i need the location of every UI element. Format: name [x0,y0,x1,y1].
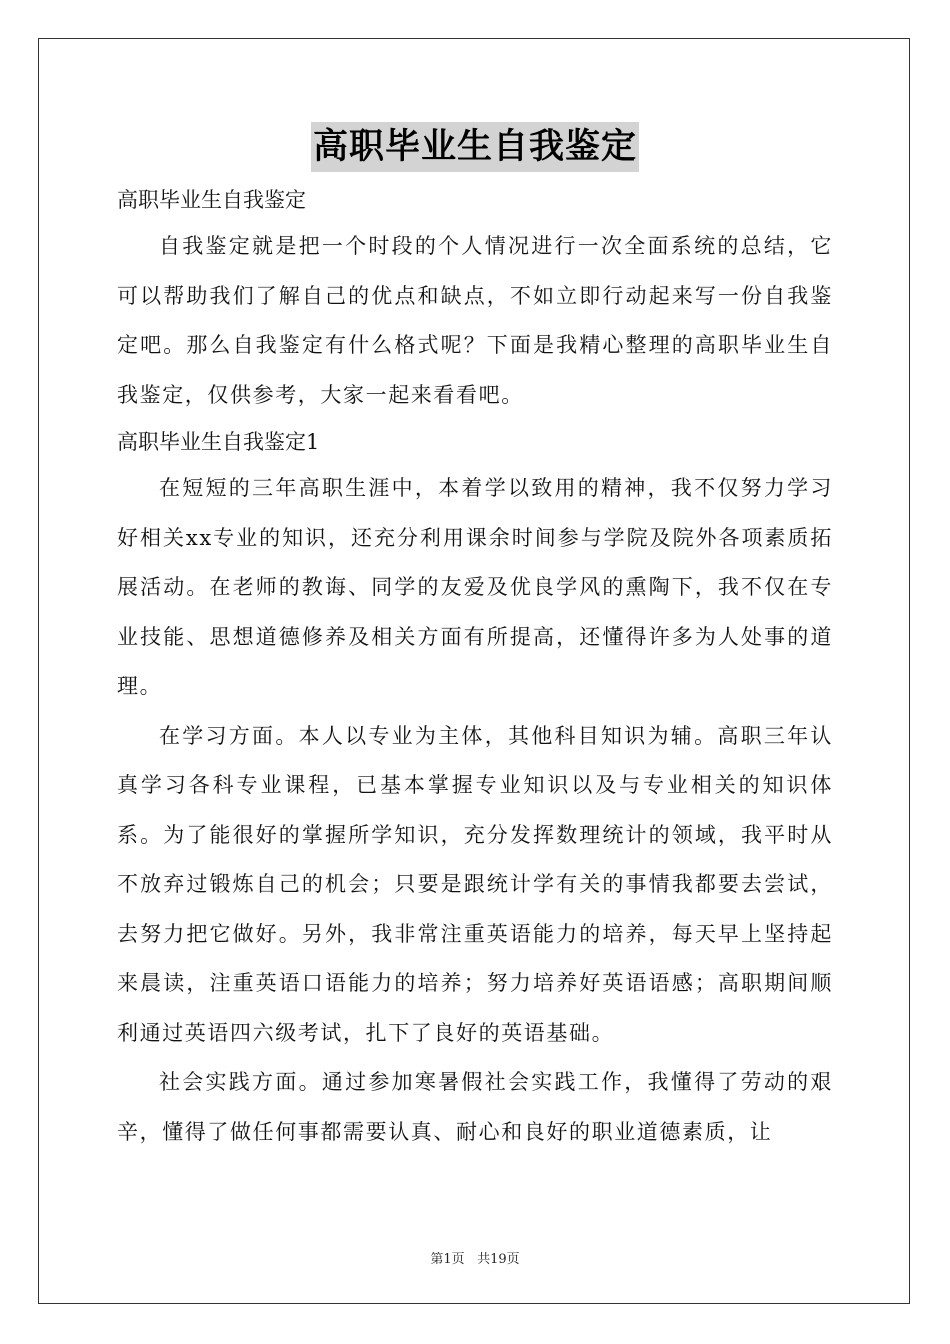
document-title-container [0,122,950,172]
document-title: 高职毕业生自我鉴定 [311,122,639,172]
paragraph: 在短短的三年高职生涯中，本着学以致用的精神，我不仅努力学习好相关xx专业的知识，还充分利用课余时间参与学院及院外各项素质拓展活动。在老师的教诲、同学的友爱及优良学风的熏陶下，我不仅在专业技能、思想道德修养及相关方面有所提高，还懂得许多为人处事的道理。 [117,476,833,698]
paragraph: 社会实践方面。通过参加寒暑假社会实践工作，我懂得了劳动的艰辛，懂得了做任何事都需要认真、耐心和良好的职业道德素质，让 [117,1070,833,1144]
section-heading: 高职毕业生自我鉴定1 [117,430,320,454]
document-body [117,178,833,1157]
paragraph: 在学习方面。本人以专业为主体，其他科目知识为辅。高职三年认真学习各科专业课程，已基本掌握专业知识以及与专业相关的知识体系。为了能很好的掌握所学知识，充分发挥数理统计的领域，我平时从不放弃过锻炼自己的机会；只要是跟统计学有关的事情我都要去尝试，去努力把它做好。另外，我非常注重英语能力的培养，每天早上坚持起来晨读，注重英语口语能力的培养；努力培养好英语语感；高职期间顺利通过英语四六级考试，扎下了良好的英语基础。 [117,723,833,1045]
paragraph: 自我鉴定就是把一个时段的个人情况进行一次全面系统的总结，它可以帮助我们了解自己的优点和缺点，不如立即行动起来写一份自我鉴定吧。那么自我鉴定有什么格式呢？下面是我精心整理的高职毕业生自我鉴定，仅供参考，大家一起来看看吧。 [117,234,833,407]
section-heading: 高职毕业生自我鉴定 [117,188,306,212]
page-total: 共19页 [477,1252,520,1267]
page-footer [0,1248,950,1267]
page-number: 第1页 [430,1252,465,1267]
